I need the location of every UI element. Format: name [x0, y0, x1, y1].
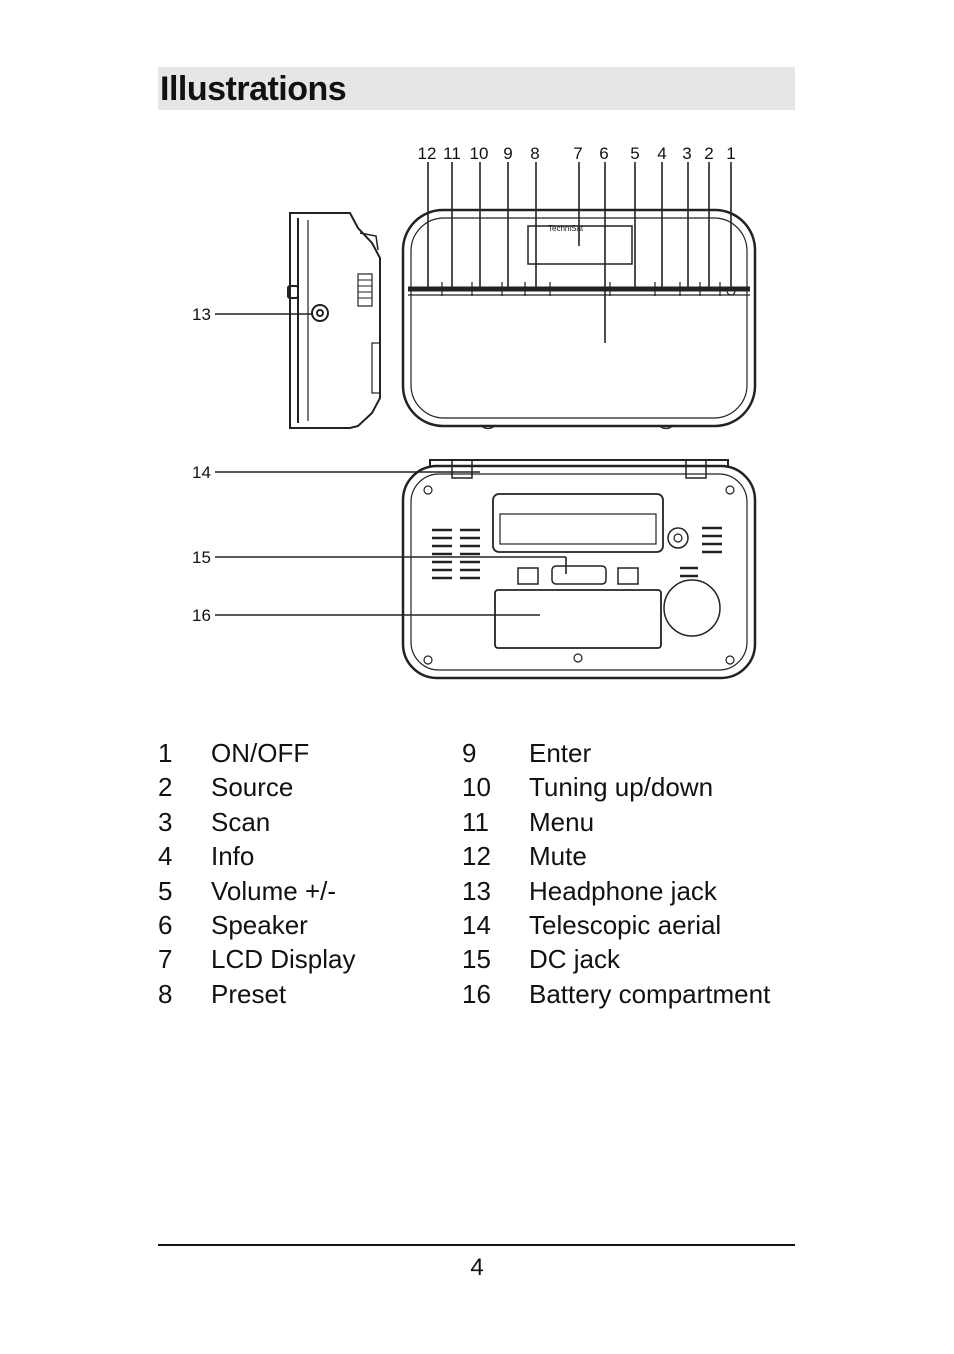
callout-5: 5 — [630, 144, 640, 163]
callout-2: 2 — [704, 144, 714, 163]
callout-10: 10 — [469, 144, 489, 163]
legend-item — [158, 874, 356, 908]
callout-11: 11 — [443, 144, 461, 163]
legend-left-column — [158, 736, 356, 1011]
legend-number: 6 — [158, 910, 173, 941]
legend-right-column — [462, 736, 770, 1011]
legend-item — [462, 839, 770, 873]
footer-divider — [158, 1244, 795, 1246]
device-illustration — [180, 138, 780, 698]
legend-number: 2 — [158, 772, 173, 803]
callout-6: 6 — [599, 144, 609, 163]
legend-number: 11 — [462, 806, 489, 837]
callout-15: 15 — [192, 548, 211, 567]
legend-label: Battery compartment — [529, 978, 771, 1009]
legend-number: 8 — [158, 978, 173, 1009]
rear-view — [403, 460, 755, 678]
page-number: 4 — [470, 1254, 484, 1281]
callout-16: 16 — [192, 606, 211, 625]
legend-item — [158, 977, 356, 1011]
page-title: Illustrations — [160, 70, 347, 108]
callout-8: 8 — [530, 144, 540, 163]
callout-3: 3 — [682, 144, 692, 163]
legend-number: 13 — [462, 875, 491, 906]
side-view — [288, 213, 380, 428]
callout-13: 13 — [192, 305, 211, 324]
callout-14: 14 — [192, 463, 211, 482]
legend-item — [462, 736, 770, 770]
callout-7: 7 — [573, 144, 583, 163]
front-callout-lines — [428, 162, 731, 343]
section-heading-bar — [158, 67, 795, 110]
legend-label: Info — [211, 841, 255, 872]
legend-label: Preset — [211, 978, 287, 1009]
legend-number: 4 — [158, 841, 173, 872]
legend-label: DC jack — [529, 944, 621, 975]
legend-number: 3 — [158, 806, 173, 837]
legend-label: Scan — [211, 806, 271, 837]
legend-item — [158, 839, 356, 873]
legend-label: Volume +/- — [211, 875, 337, 906]
legend-label: Tuning up/down — [529, 772, 714, 803]
legend-label: Enter — [529, 738, 592, 768]
legend-label: Speaker — [211, 910, 308, 941]
legend-number: 5 — [158, 875, 173, 906]
legend-item — [158, 805, 356, 839]
legend-label: Headphone jack — [529, 875, 717, 906]
legend-item — [462, 908, 770, 942]
legend-label: LCD Display — [211, 944, 356, 975]
callout-12: 12 — [417, 144, 437, 163]
legend-number: 10 — [462, 772, 491, 803]
legend-item — [462, 977, 770, 1011]
legend-number: 7 — [158, 944, 173, 975]
legend-item — [158, 942, 356, 976]
callout-9: 9 — [503, 144, 513, 163]
legend-label: Mute — [529, 841, 587, 872]
legend-number: 14 — [462, 910, 491, 941]
callout-4: 4 — [657, 144, 667, 163]
legend-label: ON/OFF — [211, 738, 310, 768]
legend-number: 1 — [158, 738, 173, 768]
callout-1: 1 — [726, 144, 736, 163]
legend-number: 12 — [462, 841, 491, 872]
legend-item — [462, 805, 770, 839]
legend-number: 15 — [462, 944, 491, 975]
brand-label: TechniSat — [548, 224, 584, 233]
legend-label: Source — [211, 772, 294, 803]
legend-number: 9 — [462, 738, 477, 768]
legend-item — [158, 908, 356, 942]
legend-item — [462, 874, 770, 908]
legend-label: Telescopic aerial — [529, 910, 722, 941]
legend-item — [462, 770, 770, 804]
legend-item — [158, 770, 356, 804]
legend-label: Menu — [529, 806, 595, 837]
legend-number: 16 — [462, 978, 491, 1009]
legend-item — [158, 736, 356, 770]
legend-item — [462, 942, 770, 976]
